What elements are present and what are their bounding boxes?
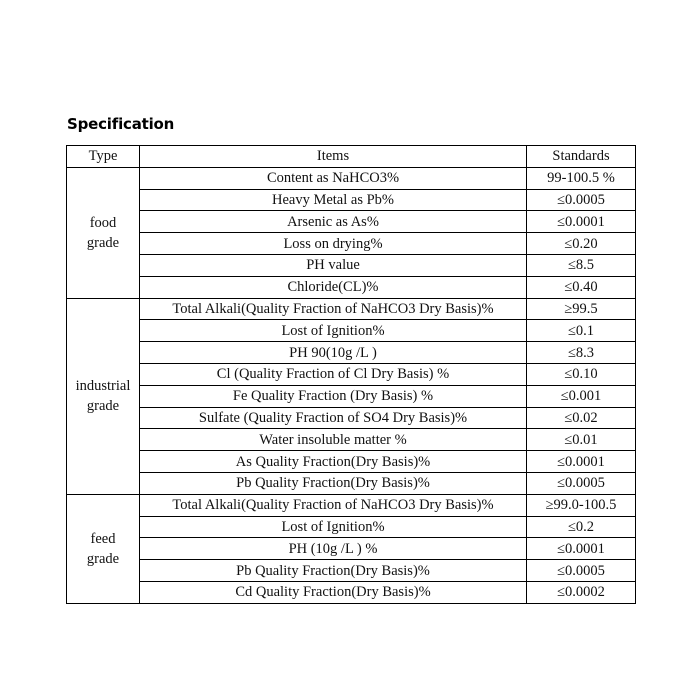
type-cell-feed-grade — [67, 494, 140, 603]
table-row — [67, 211, 636, 233]
table-row — [67, 472, 636, 494]
standard-cell: ≤0.02 — [527, 407, 636, 429]
table-row — [67, 516, 636, 538]
column-header-standards: Standards — [527, 146, 636, 168]
item-cell: PH value — [140, 254, 527, 276]
column-header-items: Items — [140, 146, 527, 168]
standard-cell: ≤0.1 — [527, 320, 636, 342]
item-cell: Content as NaHCO3% — [140, 167, 527, 189]
table-row — [67, 342, 636, 364]
specification-table — [66, 145, 636, 604]
standard-cell: 99-100.5 % — [527, 167, 636, 189]
item-cell: PH 90(10g /L ) — [140, 342, 527, 364]
standard-cell: ≤0.0005 — [527, 472, 636, 494]
item-cell: Chloride(CL)% — [140, 276, 527, 298]
standard-cell: ≤0.0001 — [527, 538, 636, 560]
standard-cell: ≤0.001 — [527, 385, 636, 407]
table-row — [67, 276, 636, 298]
type-label-line1: industrial — [75, 378, 131, 395]
item-cell: Fe Quality Fraction (Dry Basis) % — [140, 385, 527, 407]
item-cell: As Quality Fraction(Dry Basis)% — [140, 451, 527, 473]
table-row — [67, 254, 636, 276]
table-row — [67, 167, 636, 189]
type-label-line2: grade — [86, 550, 120, 567]
table-row — [67, 494, 636, 516]
item-cell: PH (10g /L ) % — [140, 538, 527, 560]
item-cell: Lost of Ignition% — [140, 320, 527, 342]
item-cell: Loss on drying% — [140, 233, 527, 255]
standard-cell: ≤0.10 — [527, 363, 636, 385]
standard-cell: ≤0.0001 — [527, 451, 636, 473]
standard-cell: ≤0.0005 — [527, 189, 636, 211]
table-row — [67, 320, 636, 342]
table-row — [67, 451, 636, 473]
table-row — [67, 407, 636, 429]
item-cell: Lost of Ignition% — [140, 516, 527, 538]
standard-cell: ≥99.0-100.5 — [527, 494, 636, 516]
table-row — [67, 298, 636, 320]
standard-cell: ≤8.3 — [527, 342, 636, 364]
standard-cell: ≥99.5 — [527, 298, 636, 320]
type-label-line1: feed — [90, 530, 116, 547]
type-label-line1: food — [89, 214, 117, 231]
table-header-row — [67, 146, 636, 168]
item-cell: Sulfate (Quality Fraction of SO4 Dry Basis)% — [140, 407, 527, 429]
standard-cell: ≤0.01 — [527, 429, 636, 451]
standard-cell: ≤0.0005 — [527, 560, 636, 582]
standard-cell: ≤0.0001 — [527, 211, 636, 233]
type-cell-food-grade — [67, 167, 140, 298]
table-row — [67, 363, 636, 385]
table-row — [67, 385, 636, 407]
table-row — [67, 538, 636, 560]
page-title: Specification — [67, 115, 175, 133]
item-cell: Cl (Quality Fraction of Cl Dry Basis) % — [140, 363, 527, 385]
standard-cell: ≤0.2 — [527, 516, 636, 538]
table-row — [67, 581, 636, 603]
standard-cell: ≤0.20 — [527, 233, 636, 255]
item-cell: Total Alkali(Quality Fraction of NaHCO3 Dry Basis)% — [140, 298, 527, 320]
item-cell: Heavy Metal as Pb% — [140, 189, 527, 211]
table-row — [67, 429, 636, 451]
table-row — [67, 560, 636, 582]
item-cell: Pb Quality Fraction(Dry Basis)% — [140, 472, 527, 494]
column-header-type: Type — [67, 146, 140, 168]
standard-cell: ≤0.40 — [527, 276, 636, 298]
type-label-line2: grade — [86, 398, 120, 415]
item-cell: Water insoluble matter % — [140, 429, 527, 451]
standard-cell: ≤0.0002 — [527, 581, 636, 603]
table-row — [67, 189, 636, 211]
item-cell: Total Alkali(Quality Fraction of NaHCO3 Dry Basis)% — [140, 494, 527, 516]
item-cell: Cd Quality Fraction(Dry Basis)% — [140, 581, 527, 603]
type-cell-industrial-grade — [67, 298, 140, 494]
table-row — [67, 233, 636, 255]
standard-cell: ≤8.5 — [527, 254, 636, 276]
type-label-line2: grade — [86, 234, 120, 251]
item-cell: Pb Quality Fraction(Dry Basis)% — [140, 560, 527, 582]
item-cell: Arsenic as As% — [140, 211, 527, 233]
